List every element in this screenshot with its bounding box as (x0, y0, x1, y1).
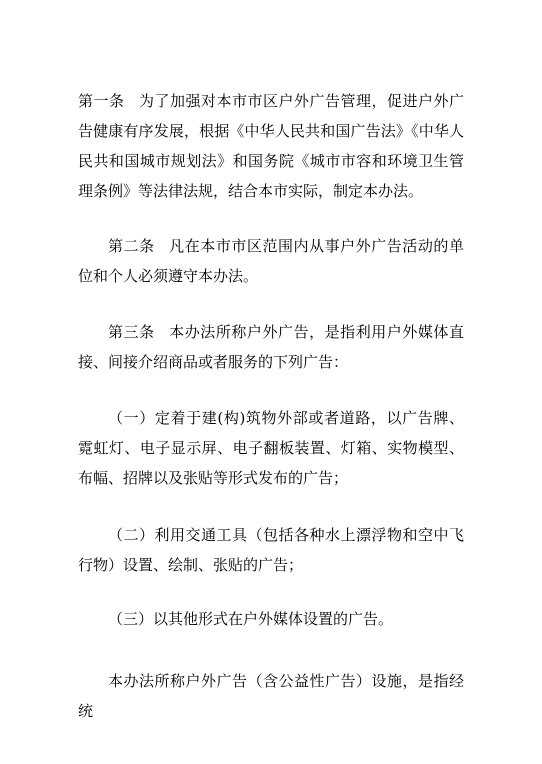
clause-3-paragraph (78, 604, 464, 634)
clause-3-text: （三）以其他形式在户外媒体设置的广告。 (108, 610, 394, 628)
article-1-number: 第一条 (78, 92, 125, 110)
article-3-text: 本办法所称户外广告，是指利用户外媒体直接、间接介绍商品或者服务的下列广告： (78, 323, 464, 371)
article-1-text: 为了加强对本市市区户外广告管理，促进户外广告健康有序发展，根据《中华人民共和国广告法》《中华人民共和国城市规划法》和国务院《城市市容和环境卫生管理条例》等法律法规，结合本市实际，制定本办法。 (78, 92, 464, 200)
clause-1-paragraph (78, 403, 464, 493)
clause-2-text: （二）利用交通工具（包括各种水上漂浮物和空中飞行物）设置、绘制、张贴的广告； (78, 526, 464, 574)
article-3-paragraph (78, 317, 464, 377)
article-3-number: 第三条 (108, 323, 155, 341)
article-2-paragraph (78, 231, 464, 291)
article-1-paragraph (78, 86, 464, 206)
article-2-number: 第二条 (108, 237, 155, 255)
facility-definition-text: 本办法所称户外广告（含公益性广告）设施，是指经统 (78, 672, 464, 720)
clause-2-paragraph (78, 520, 464, 580)
article-2-text: 凡在本市市区范围内从事户外广告活动的单位和个人必须遵守本办法。 (78, 237, 464, 285)
clause-1-text: （一）定着于建(构)筑物外部或者道路，以广告牌、霓虹灯、电子显示屏、电子翻板装置、灯箱、实物模型、布幅、招牌以及张贴等形式发布的广告； (78, 409, 464, 487)
facility-definition-paragraph (78, 666, 464, 726)
